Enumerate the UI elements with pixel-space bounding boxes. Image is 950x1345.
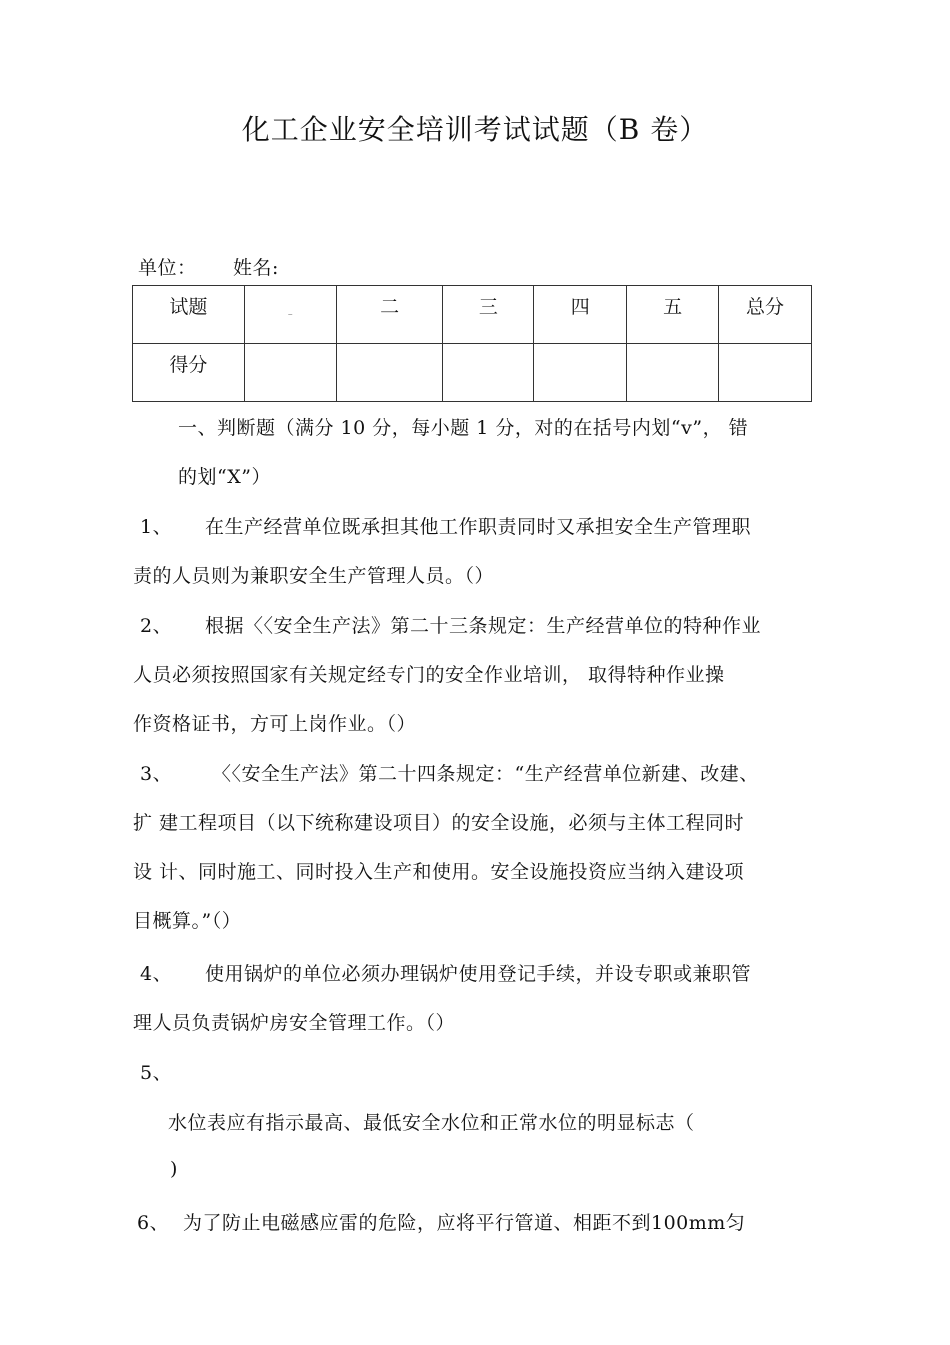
question-text: ) xyxy=(170,1158,178,1180)
question-text: 人员必须按照国家有关规定经专门的安全作业培训， 取得特种作业操 xyxy=(133,664,725,686)
question-number: 4、 xyxy=(140,963,173,985)
question-text: 扩 建工程项目（以下统称建设项目）的安全设施，必须与主体工程同时 xyxy=(133,812,745,834)
score-cell xyxy=(534,344,627,402)
question-text: 根据〈〈安全生产法》第二十三条规定：生产经营单位的特种作业 xyxy=(205,615,762,637)
score-cell xyxy=(443,344,534,402)
document-title: 化工企业安全培训考试试题（B 卷） xyxy=(241,113,709,146)
question-number: 2、 xyxy=(140,615,173,637)
question-number: 6、 xyxy=(137,1212,170,1234)
question-text: 〈〈安全生产法》第二十四条规定：“生产经营单位新建、改建、 xyxy=(212,763,759,785)
question-text: 作资格证书，方可上岗作业。（） xyxy=(133,713,417,735)
header-cell: 试题 xyxy=(133,286,245,344)
question-text: 水位表应有指示最高、最低安全水位和正常水位的明显标志（ xyxy=(168,1112,695,1134)
question-text: 为了防止电磁感应雷的危险，应将平行管道、相距不到100mm匀 xyxy=(183,1212,746,1234)
score-cell xyxy=(336,344,443,402)
header-cell: 四 xyxy=(534,286,627,344)
question-text: 在生产经营单位既承担其他工作职责同时又承担安全生产管理职 xyxy=(205,516,752,538)
section-heading-line1: 一、判断题（满分 10 分，每小题 1 分，对的在括号内划“v”， 错 xyxy=(178,417,749,439)
question-number: 1、 xyxy=(140,516,173,538)
header-cell: 三 xyxy=(443,286,534,344)
unit-label: 单位： xyxy=(138,257,197,279)
header-cell: 总分 xyxy=(719,286,812,344)
section-heading-line2: 的划“X”） xyxy=(178,466,271,488)
question-number: 5、 xyxy=(140,1062,173,1084)
score-cell xyxy=(719,344,812,402)
score-table-score-row xyxy=(133,344,812,402)
question-text: 目概算。”（） xyxy=(133,910,242,932)
score-table-header-row xyxy=(133,286,812,344)
header-cell: 二 xyxy=(336,286,443,344)
header-cell-text: _ xyxy=(288,306,293,315)
score-cell xyxy=(244,344,336,402)
header-cell xyxy=(244,286,336,344)
question-text: 设 计、同时施工、同时投入生产和使用。安全设施投资应当纳入建设项 xyxy=(133,861,745,883)
score-table xyxy=(132,285,812,402)
score-cell xyxy=(627,344,719,402)
name-label: 姓名: xyxy=(233,257,279,279)
question-text: 责的人员则为兼职安全生产管理人员。（） xyxy=(133,565,495,587)
question-number: 3、 xyxy=(140,763,173,785)
question-text: 使用锅炉的单位必须办理锅炉使用登记手续，并设专职或兼职管 xyxy=(205,963,752,985)
question-text: 理人员负责锅炉房安全管理工作。（） xyxy=(133,1012,456,1034)
score-row-label: 得分 xyxy=(133,344,245,402)
header-cell: 五 xyxy=(627,286,719,344)
